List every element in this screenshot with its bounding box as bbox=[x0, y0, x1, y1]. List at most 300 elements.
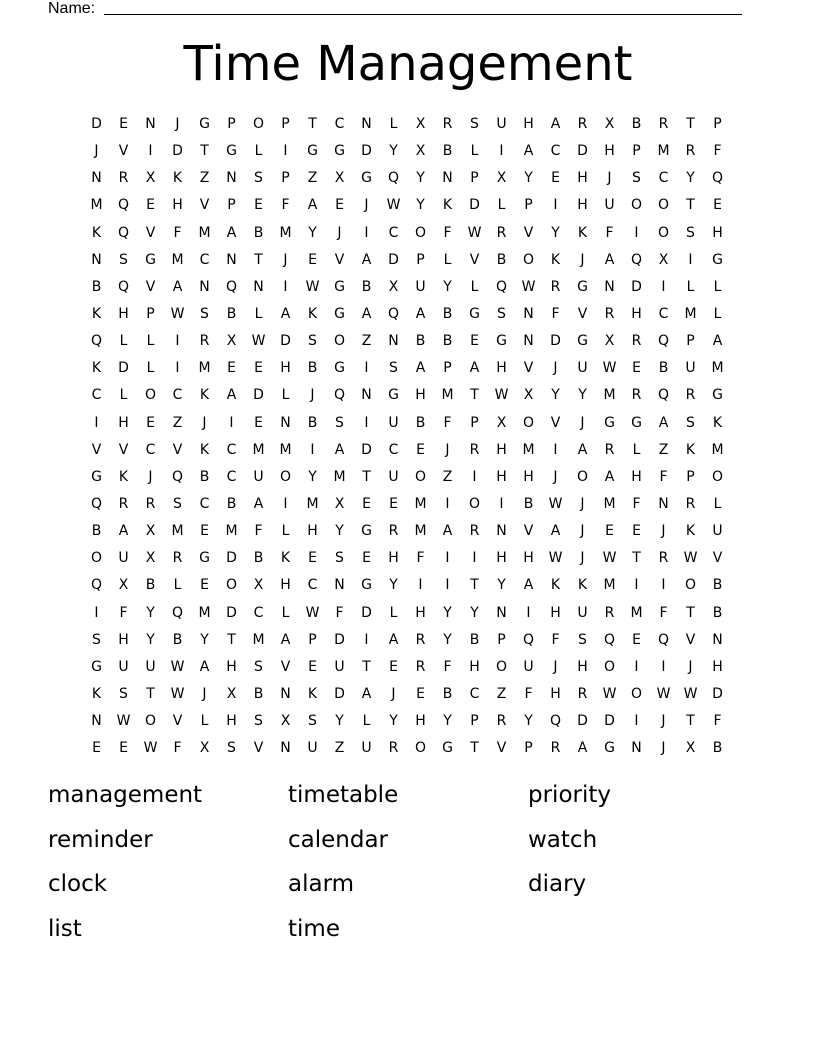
grid-letter[interactable]: E bbox=[416, 441, 425, 458]
grid-letter[interactable]: Q bbox=[603, 631, 616, 648]
grid-letter[interactable]: N bbox=[280, 414, 291, 431]
grid-letter[interactable]: N bbox=[226, 251, 237, 268]
grid-letter[interactable]: B bbox=[442, 685, 453, 702]
grid-letter[interactable]: Q bbox=[657, 333, 670, 350]
grid-letter[interactable]: H bbox=[631, 468, 642, 485]
grid-letter[interactable]: Z bbox=[658, 441, 669, 458]
grid-letter[interactable]: Q bbox=[630, 251, 643, 268]
grid-letter[interactable]: R bbox=[172, 550, 183, 567]
grid-letter[interactable]: D bbox=[226, 550, 237, 567]
grid-letter[interactable]: H bbox=[631, 305, 642, 322]
grid-letter[interactable]: M bbox=[279, 441, 292, 458]
grid-letter[interactable]: H bbox=[226, 658, 237, 675]
grid-letter[interactable]: Y bbox=[524, 170, 533, 187]
grid-letter[interactable]: O bbox=[657, 224, 670, 241]
grid-letter[interactable]: N bbox=[361, 387, 372, 404]
grid-letter[interactable]: E bbox=[470, 333, 479, 350]
grid-letter[interactable]: K bbox=[712, 414, 723, 431]
grid-letter[interactable]: P bbox=[146, 305, 155, 322]
grid-letter[interactable]: X bbox=[334, 170, 345, 187]
grid-letter[interactable]: G bbox=[712, 387, 723, 404]
grid-letter[interactable]: S bbox=[173, 495, 182, 512]
grid-letter[interactable]: G bbox=[604, 740, 615, 757]
grid-letter[interactable]: U bbox=[685, 360, 696, 377]
grid-letter[interactable]: D bbox=[631, 278, 642, 295]
grid-letter[interactable]: U bbox=[577, 360, 588, 377]
grid-letter[interactable]: V bbox=[145, 278, 156, 295]
grid-letter[interactable]: J bbox=[364, 197, 369, 214]
grid-letter[interactable]: I bbox=[445, 550, 450, 567]
grid-letter[interactable]: I bbox=[553, 441, 558, 458]
grid-letter[interactable]: G bbox=[334, 278, 345, 295]
grid-letter[interactable]: R bbox=[550, 278, 561, 295]
grid-letter[interactable]: A bbox=[361, 685, 372, 702]
grid-letter[interactable]: Z bbox=[442, 468, 453, 485]
grid-letter[interactable]: I bbox=[148, 143, 153, 160]
grid-letter[interactable]: R bbox=[469, 523, 480, 540]
grid-letter[interactable]: Y bbox=[578, 387, 587, 404]
grid-letter[interactable]: H bbox=[604, 143, 615, 160]
grid-letter[interactable]: D bbox=[469, 197, 480, 214]
grid-letter[interactable]: R bbox=[118, 495, 129, 512]
grid-letter[interactable]: C bbox=[388, 224, 399, 241]
grid-letter[interactable]: D bbox=[604, 713, 615, 730]
grid-letter[interactable]: R bbox=[577, 685, 588, 702]
grid-letter[interactable]: M bbox=[603, 577, 616, 594]
grid-letter[interactable]: X bbox=[415, 143, 426, 160]
grid-letter[interactable]: V bbox=[91, 441, 102, 458]
grid-letter[interactable]: Y bbox=[200, 631, 209, 648]
grid-letter[interactable]: Q bbox=[171, 604, 184, 621]
grid-letter[interactable]: L bbox=[281, 387, 290, 404]
grid-letter[interactable]: Z bbox=[496, 685, 507, 702]
grid-letter[interactable]: M bbox=[630, 604, 643, 621]
grid-letter[interactable]: Y bbox=[146, 631, 155, 648]
grid-letter[interactable]: F bbox=[551, 631, 560, 648]
grid-letter[interactable]: J bbox=[337, 224, 342, 241]
grid-letter[interactable]: S bbox=[119, 251, 128, 268]
grid-letter[interactable]: H bbox=[118, 414, 129, 431]
grid-letter[interactable]: B bbox=[496, 251, 507, 268]
grid-letter[interactable]: A bbox=[361, 251, 372, 268]
grid-letter[interactable]: F bbox=[281, 197, 290, 214]
grid-letter[interactable]: B bbox=[442, 305, 453, 322]
grid-letter[interactable]: G bbox=[334, 305, 345, 322]
grid-letter[interactable]: B bbox=[712, 577, 723, 594]
grid-letter[interactable]: U bbox=[604, 197, 615, 214]
grid-letter[interactable]: D bbox=[712, 685, 723, 702]
grid-letter[interactable]: B bbox=[631, 116, 642, 132]
grid-letter[interactable]: J bbox=[553, 360, 558, 377]
grid-letter[interactable]: Q bbox=[90, 577, 103, 594]
grid-letter[interactable]: I bbox=[364, 224, 369, 241]
grid-letter[interactable]: X bbox=[199, 740, 210, 757]
grid-letter[interactable]: N bbox=[91, 713, 102, 730]
grid-letter[interactable]: F bbox=[173, 740, 182, 757]
grid-letter[interactable]: U bbox=[712, 523, 723, 540]
grid-letter[interactable]: R bbox=[496, 224, 507, 241]
grid-letter[interactable]: M bbox=[441, 387, 454, 404]
grid-letter[interactable]: I bbox=[634, 713, 639, 730]
grid-letter[interactable]: C bbox=[199, 495, 210, 512]
grid-letter[interactable]: R bbox=[685, 387, 696, 404]
grid-letter[interactable]: B bbox=[199, 468, 210, 485]
grid-letter[interactable]: G bbox=[91, 658, 102, 675]
grid-letter[interactable]: L bbox=[713, 495, 722, 512]
grid-letter[interactable]: M bbox=[414, 523, 427, 540]
grid-letter[interactable]: Y bbox=[443, 713, 452, 730]
grid-letter[interactable]: I bbox=[364, 631, 369, 648]
grid-letter[interactable]: G bbox=[334, 360, 345, 377]
grid-letter[interactable]: O bbox=[495, 658, 508, 675]
grid-letter[interactable]: C bbox=[658, 305, 669, 322]
grid-letter[interactable]: B bbox=[442, 143, 453, 160]
grid-letter[interactable]: F bbox=[173, 224, 182, 241]
grid-letter[interactable]: A bbox=[712, 333, 723, 350]
grid-letter[interactable]: T bbox=[254, 251, 263, 268]
grid-letter[interactable]: E bbox=[146, 197, 155, 214]
grid-letter[interactable]: J bbox=[553, 468, 558, 485]
grid-letter[interactable]: W bbox=[305, 604, 320, 621]
grid-letter[interactable]: Y bbox=[443, 278, 452, 295]
grid-letter[interactable]: J bbox=[94, 143, 99, 160]
grid-letter[interactable]: N bbox=[334, 577, 345, 594]
grid-letter[interactable]: B bbox=[226, 305, 237, 322]
grid-letter[interactable]: H bbox=[226, 713, 237, 730]
grid-letter[interactable]: M bbox=[90, 197, 103, 214]
grid-letter[interactable]: M bbox=[522, 441, 535, 458]
grid-letter[interactable]: P bbox=[524, 740, 533, 757]
grid-letter[interactable]: F bbox=[659, 604, 668, 621]
grid-letter[interactable]: I bbox=[661, 278, 666, 295]
grid-letter[interactable]: I bbox=[364, 414, 369, 431]
grid-letter[interactable]: G bbox=[577, 333, 588, 350]
grid-letter[interactable]: N bbox=[496, 523, 507, 540]
grid-letter[interactable]: V bbox=[172, 441, 183, 458]
grid-letter[interactable]: G bbox=[469, 305, 480, 322]
grid-letter[interactable]: Y bbox=[389, 713, 398, 730]
grid-letter[interactable]: A bbox=[604, 251, 615, 268]
grid-letter[interactable]: A bbox=[334, 441, 345, 458]
grid-letter[interactable]: X bbox=[685, 740, 696, 757]
grid-letter[interactable]: B bbox=[415, 333, 426, 350]
grid-letter[interactable]: E bbox=[227, 360, 236, 377]
grid-letter[interactable]: V bbox=[577, 305, 588, 322]
grid-letter[interactable]: F bbox=[524, 685, 533, 702]
grid-letter[interactable]: R bbox=[469, 441, 480, 458]
grid-letter[interactable]: X bbox=[145, 523, 156, 540]
grid-letter[interactable]: W bbox=[602, 685, 617, 702]
grid-letter[interactable]: D bbox=[361, 441, 372, 458]
grid-letter[interactable]: X bbox=[415, 116, 426, 132]
grid-letter[interactable]: G bbox=[361, 170, 372, 187]
grid-letter[interactable]: B bbox=[469, 631, 480, 648]
grid-letter[interactable]: A bbox=[415, 360, 426, 377]
grid-letter[interactable]: O bbox=[630, 685, 643, 702]
grid-letter[interactable]: T bbox=[470, 577, 479, 594]
grid-letter[interactable]: L bbox=[254, 143, 263, 160]
grid-letter[interactable]: G bbox=[307, 143, 318, 160]
grid-letter[interactable]: B bbox=[523, 495, 534, 512]
grid-letter[interactable]: L bbox=[497, 197, 506, 214]
grid-letter[interactable]: O bbox=[468, 495, 481, 512]
grid-letter[interactable]: Y bbox=[470, 604, 479, 621]
grid-letter[interactable]: H bbox=[712, 658, 723, 675]
grid-letter[interactable]: H bbox=[388, 550, 399, 567]
grid-letter[interactable]: U bbox=[334, 658, 345, 675]
grid-letter[interactable]: X bbox=[658, 251, 669, 268]
grid-letter[interactable]: A bbox=[523, 577, 534, 594]
grid-letter[interactable]: V bbox=[172, 713, 183, 730]
grid-letter[interactable]: X bbox=[226, 333, 237, 350]
grid-letter[interactable]: B bbox=[253, 550, 264, 567]
grid-letter[interactable]: V bbox=[496, 740, 507, 757]
grid-letter[interactable]: V bbox=[469, 251, 480, 268]
grid-letter[interactable]: L bbox=[713, 305, 722, 322]
grid-letter[interactable]: J bbox=[391, 685, 396, 702]
grid-letter[interactable]: E bbox=[632, 360, 641, 377]
grid-letter[interactable]: R bbox=[550, 740, 561, 757]
grid-letter[interactable]: M bbox=[279, 224, 292, 241]
grid-letter[interactable]: R bbox=[631, 333, 642, 350]
grid-letter[interactable]: N bbox=[523, 305, 534, 322]
grid-letter[interactable]: E bbox=[308, 550, 317, 567]
grid-letter[interactable]: J bbox=[202, 685, 207, 702]
grid-letter[interactable]: L bbox=[146, 333, 155, 350]
grid-letter[interactable]: R bbox=[631, 387, 642, 404]
grid-letter[interactable]: L bbox=[200, 713, 209, 730]
grid-letter[interactable]: U bbox=[307, 740, 318, 757]
grid-letter[interactable]: H bbox=[172, 197, 183, 214]
grid-letter[interactable]: H bbox=[496, 360, 507, 377]
grid-letter[interactable]: Y bbox=[524, 713, 533, 730]
grid-letter[interactable]: L bbox=[686, 278, 695, 295]
grid-letter[interactable]: A bbox=[280, 305, 291, 322]
grid-letter[interactable]: R bbox=[415, 631, 426, 648]
grid-letter[interactable]: A bbox=[550, 116, 561, 132]
grid-letter[interactable]: H bbox=[496, 468, 507, 485]
grid-letter[interactable]: P bbox=[470, 414, 479, 431]
grid-letter[interactable]: S bbox=[308, 333, 317, 350]
grid-letter[interactable]: O bbox=[576, 468, 589, 485]
grid-letter[interactable]: P bbox=[281, 116, 290, 132]
grid-letter[interactable]: K bbox=[685, 441, 696, 458]
grid-letter[interactable]: I bbox=[472, 468, 477, 485]
grid-letter[interactable]: M bbox=[252, 441, 265, 458]
grid-letter[interactable]: M bbox=[333, 468, 346, 485]
grid-letter[interactable]: G bbox=[577, 278, 588, 295]
grid-letter[interactable]: P bbox=[443, 360, 452, 377]
grid-letter[interactable]: V bbox=[280, 658, 291, 675]
grid-letter[interactable]: R bbox=[685, 143, 696, 160]
grid-letter[interactable]: Q bbox=[657, 631, 670, 648]
grid-letter[interactable]: H bbox=[712, 224, 723, 241]
grid-letter[interactable]: D bbox=[361, 143, 372, 160]
grid-letter[interactable]: B bbox=[307, 360, 318, 377]
grid-letter[interactable]: N bbox=[280, 740, 291, 757]
grid-letter[interactable]: L bbox=[146, 360, 155, 377]
grid-letter[interactable]: A bbox=[253, 495, 264, 512]
grid-letter[interactable]: Y bbox=[416, 170, 425, 187]
grid-letter[interactable]: J bbox=[580, 495, 585, 512]
grid-letter[interactable]: O bbox=[279, 468, 292, 485]
grid-letter[interactable]: O bbox=[657, 197, 670, 214]
grid-letter[interactable]: A bbox=[280, 631, 291, 648]
grid-letter[interactable]: O bbox=[684, 577, 697, 594]
grid-letter[interactable]: M bbox=[603, 495, 616, 512]
grid-letter[interactable]: A bbox=[550, 523, 561, 540]
grid-letter[interactable]: O bbox=[414, 224, 427, 241]
grid-letter[interactable]: O bbox=[414, 740, 427, 757]
grid-letter[interactable]: V bbox=[199, 197, 210, 214]
grid-letter[interactable]: X bbox=[145, 170, 156, 187]
grid-letter[interactable]: K bbox=[307, 305, 318, 322]
grid-letter[interactable]: W bbox=[170, 658, 185, 675]
grid-letter[interactable]: J bbox=[175, 116, 180, 132]
grid-letter[interactable]: A bbox=[226, 387, 237, 404]
grid-letter[interactable]: V bbox=[253, 740, 264, 757]
grid-letter[interactable]: B bbox=[658, 360, 669, 377]
grid-letter[interactable]: T bbox=[362, 658, 371, 675]
grid-letter[interactable]: L bbox=[470, 143, 479, 160]
grid-letter[interactable]: H bbox=[307, 523, 318, 540]
grid-letter[interactable]: R bbox=[442, 116, 453, 132]
grid-letter[interactable]: E bbox=[335, 197, 344, 214]
grid-letter[interactable]: Y bbox=[308, 468, 317, 485]
grid-letter[interactable]: W bbox=[386, 197, 401, 214]
grid-letter[interactable]: F bbox=[713, 143, 722, 160]
grid-letter[interactable]: C bbox=[145, 441, 156, 458]
grid-letter[interactable]: F bbox=[659, 468, 668, 485]
grid-letter[interactable]: O bbox=[603, 658, 616, 675]
grid-letter[interactable]: M bbox=[414, 495, 427, 512]
grid-letter[interactable]: T bbox=[686, 116, 695, 132]
grid-letter[interactable]: W bbox=[170, 305, 185, 322]
grid-letter[interactable]: H bbox=[280, 360, 291, 377]
grid-letter[interactable]: G bbox=[334, 143, 345, 160]
grid-letter[interactable]: D bbox=[577, 143, 588, 160]
grid-letter[interactable]: A bbox=[577, 441, 588, 458]
grid-letter[interactable]: K bbox=[442, 197, 453, 214]
grid-letter[interactable]: V bbox=[712, 550, 723, 567]
grid-letter[interactable]: S bbox=[632, 170, 641, 187]
grid-letter[interactable]: Y bbox=[416, 197, 425, 214]
grid-letter[interactable]: P bbox=[470, 170, 479, 187]
grid-letter[interactable]: I bbox=[94, 414, 99, 431]
grid-letter[interactable]: I bbox=[688, 251, 693, 268]
grid-letter[interactable]: B bbox=[361, 278, 372, 295]
grid-letter[interactable]: Y bbox=[497, 577, 506, 594]
grid-letter[interactable]: T bbox=[470, 387, 479, 404]
grid-letter[interactable]: E bbox=[551, 170, 560, 187]
grid-letter[interactable]: W bbox=[683, 685, 698, 702]
grid-letter[interactable]: N bbox=[442, 170, 453, 187]
grid-letter[interactable]: O bbox=[144, 387, 157, 404]
grid-letter[interactable]: F bbox=[335, 604, 344, 621]
grid-letter[interactable]: E bbox=[713, 197, 722, 214]
grid-letter[interactable]: A bbox=[199, 658, 210, 675]
grid-letter[interactable]: O bbox=[252, 116, 265, 132]
grid-letter[interactable]: G bbox=[604, 414, 615, 431]
grid-letter[interactable]: W bbox=[548, 495, 563, 512]
grid-letter[interactable]: M bbox=[684, 305, 697, 322]
grid-letter[interactable]: R bbox=[118, 170, 129, 187]
grid-letter[interactable]: I bbox=[283, 143, 288, 160]
grid-letter[interactable]: E bbox=[200, 577, 209, 594]
grid-letter[interactable]: K bbox=[118, 468, 129, 485]
grid-letter[interactable]: Q bbox=[333, 387, 346, 404]
grid-letter[interactable]: P bbox=[227, 116, 236, 132]
grid-letter[interactable]: U bbox=[253, 468, 264, 485]
grid-letter[interactable]: S bbox=[308, 713, 317, 730]
grid-letter[interactable]: E bbox=[146, 414, 155, 431]
grid-letter[interactable]: D bbox=[172, 143, 183, 160]
grid-letter[interactable]: A bbox=[307, 197, 318, 214]
grid-letter[interactable]: C bbox=[388, 441, 399, 458]
grid-letter[interactable]: T bbox=[632, 550, 641, 567]
grid-letter[interactable]: A bbox=[361, 305, 372, 322]
grid-letter[interactable]: I bbox=[526, 604, 531, 621]
grid-letter[interactable]: N bbox=[361, 116, 372, 132]
grid-letter[interactable]: R bbox=[658, 116, 669, 132]
grid-letter[interactable]: K bbox=[280, 550, 291, 567]
grid-letter[interactable]: R bbox=[577, 116, 588, 132]
grid-letter[interactable]: Q bbox=[117, 197, 130, 214]
grid-letter[interactable]: L bbox=[173, 577, 182, 594]
grid-letter[interactable]: M bbox=[198, 604, 211, 621]
grid-letter[interactable]: Z bbox=[307, 170, 318, 187]
grid-letter[interactable]: K bbox=[577, 224, 588, 241]
grid-letter[interactable]: R bbox=[604, 441, 615, 458]
grid-letter[interactable]: T bbox=[227, 631, 236, 648]
grid-letter[interactable]: L bbox=[254, 305, 263, 322]
grid-letter[interactable]: S bbox=[254, 658, 263, 675]
grid-letter[interactable]: A bbox=[577, 740, 588, 757]
grid-letter[interactable]: X bbox=[253, 577, 264, 594]
grid-letter[interactable]: C bbox=[253, 604, 264, 621]
grid-letter[interactable]: U bbox=[118, 658, 129, 675]
grid-letter[interactable]: G bbox=[361, 523, 372, 540]
grid-letter[interactable]: A bbox=[523, 143, 534, 160]
grid-letter[interactable]: J bbox=[661, 740, 666, 757]
grid-letter[interactable]: E bbox=[119, 116, 128, 132]
grid-letter[interactable]: G bbox=[496, 333, 507, 350]
grid-letter[interactable]: T bbox=[470, 740, 479, 757]
grid-letter[interactable]: X bbox=[604, 333, 615, 350]
grid-letter[interactable]: B bbox=[307, 414, 318, 431]
grid-letter[interactable]: S bbox=[497, 305, 506, 322]
grid-letter[interactable]: H bbox=[496, 550, 507, 567]
grid-letter[interactable]: I bbox=[445, 495, 450, 512]
grid-letter[interactable]: T bbox=[308, 116, 317, 132]
grid-letter[interactable]: C bbox=[307, 577, 318, 594]
grid-letter[interactable]: Y bbox=[389, 577, 398, 594]
grid-letter[interactable]: Y bbox=[146, 604, 155, 621]
grid-letter[interactable]: M bbox=[306, 495, 319, 512]
grid-letter[interactable]: U bbox=[388, 468, 399, 485]
grid-letter[interactable]: J bbox=[688, 658, 693, 675]
grid-letter[interactable]: X bbox=[496, 414, 507, 431]
grid-letter[interactable]: B bbox=[91, 523, 102, 540]
grid-letter[interactable]: L bbox=[443, 251, 452, 268]
grid-letter[interactable]: U bbox=[361, 740, 372, 757]
grid-letter[interactable]: K bbox=[91, 224, 102, 241]
grid-letter[interactable]: P bbox=[416, 251, 425, 268]
grid-letter[interactable]: J bbox=[580, 251, 585, 268]
grid-letter[interactable]: L bbox=[281, 604, 290, 621]
grid-letter[interactable]: L bbox=[119, 333, 128, 350]
grid-letter[interactable]: A bbox=[604, 468, 615, 485]
